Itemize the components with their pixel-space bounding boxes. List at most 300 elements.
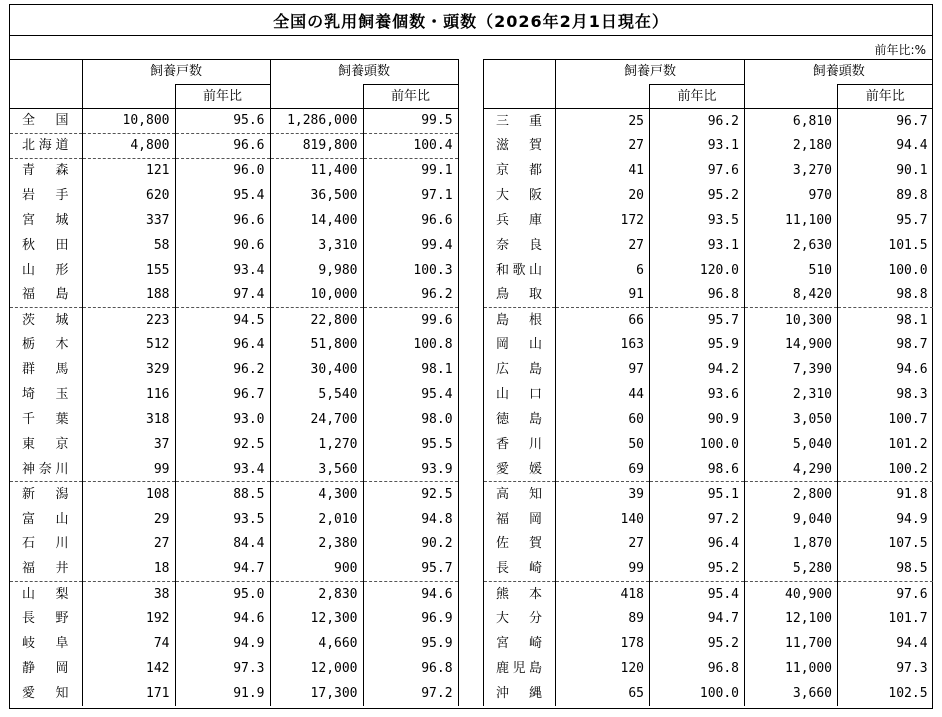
farms-value: 27 [556, 532, 650, 557]
table-row [10, 208, 458, 233]
farms-value: 192 [82, 606, 175, 631]
table-row [10, 507, 458, 532]
table-row [10, 133, 458, 158]
head-yoy-value: 100.7 [888, 412, 928, 428]
head-yoy-value: 94.6 [896, 362, 928, 378]
head-yoy-value: 101.7 [888, 611, 928, 627]
header-head-yoy: 前年比 [838, 84, 933, 108]
head-value: 12,300 [270, 606, 363, 631]
farms-value: 38 [82, 581, 175, 606]
farms-yoy-value: 97.4 [175, 283, 270, 308]
table-row [484, 407, 933, 432]
title-divider [10, 35, 932, 36]
table-row [484, 457, 933, 482]
table-row [10, 108, 458, 133]
farms-value: 418 [556, 581, 650, 606]
prefecture-name: 山梨 [10, 581, 82, 606]
prefecture-name: 埼玉 [10, 382, 82, 407]
prefecture-name: 愛知 [10, 681, 82, 706]
table-frame [9, 4, 933, 709]
head-yoy-value: 100.4 [363, 133, 458, 158]
prefecture-name: 岡山 [484, 332, 556, 357]
farms-yoy-value: 93.4 [175, 457, 270, 482]
farms-value: 91 [556, 283, 650, 308]
farms-yoy-value: 96.4 [175, 332, 270, 357]
farms-value: 142 [82, 656, 175, 681]
farms-value: 39 [556, 482, 650, 507]
farms-value: 329 [82, 357, 175, 382]
table-row [484, 208, 933, 233]
farms-yoy-value: 95.4 [650, 581, 745, 606]
prefecture-name: 福島 [10, 283, 82, 308]
farms-value: 99 [82, 457, 175, 482]
table-row [484, 332, 933, 357]
table-row [10, 606, 458, 631]
table-row [10, 357, 458, 382]
head-yoy-value: 95.7 [363, 556, 458, 581]
head-yoy-value: 90.2 [363, 532, 458, 557]
header-blank [484, 60, 556, 109]
farms-yoy-value: 95.2 [650, 631, 745, 656]
farms-yoy-value: 93.5 [650, 208, 745, 233]
head-yoy-value: 94.8 [363, 507, 458, 532]
table-row [484, 133, 933, 158]
table-row [10, 183, 458, 208]
farms-yoy-value: 94.9 [175, 631, 270, 656]
head-yoy-value: 96.2 [363, 283, 458, 308]
prefecture-name: 熊本 [484, 581, 556, 606]
right-table-body [484, 108, 933, 705]
farms-value: 18 [82, 556, 175, 581]
farms-yoy-value: 94.6 [175, 606, 270, 631]
farms-value: 120 [556, 656, 650, 681]
table-row [484, 183, 933, 208]
table-row [10, 482, 458, 507]
prefecture-name: 千葉 [10, 407, 82, 432]
prefecture-name: 大分 [484, 606, 556, 631]
farms-yoy-value: 96.6 [175, 133, 270, 158]
farms-yoy-value: 95.2 [650, 183, 745, 208]
farms-yoy-value: 95.4 [175, 183, 270, 208]
head-value: 17,300 [270, 681, 363, 706]
farms-value: 44 [556, 382, 650, 407]
head-yoy-value: 101.5 [888, 237, 928, 253]
table-row [484, 556, 933, 581]
table-row [484, 532, 933, 557]
table-row [10, 382, 458, 407]
head-value: 2,180 [745, 133, 838, 158]
head-value: 3,660 [745, 681, 838, 706]
header-row-1 [484, 60, 933, 85]
head-yoy-value: 100.2 [888, 461, 928, 477]
farms-value: 108 [82, 482, 175, 507]
prefecture-name: 栃木 [10, 332, 82, 357]
table-row [10, 158, 458, 183]
table-row [10, 681, 458, 706]
head-value: 3,050 [745, 407, 838, 432]
head-value: 4,660 [270, 631, 363, 656]
head-value: 51,800 [270, 332, 363, 357]
farms-yoy-value: 97.3 [175, 656, 270, 681]
head-yoy-value: 91.8 [838, 482, 933, 507]
table-row [484, 482, 933, 507]
head-yoy-value: 94.6 [363, 581, 458, 606]
farms-yoy-value: 90.9 [650, 407, 745, 432]
head-value: 970 [745, 183, 838, 208]
table-row [484, 507, 933, 532]
table-row [484, 631, 933, 656]
head-yoy-value: 94.4 [896, 636, 928, 652]
farms-yoy-value: 94.7 [175, 556, 270, 581]
head-value: 11,400 [270, 158, 363, 183]
farms-value: 4,800 [82, 133, 175, 158]
header-farms-yoy: 前年比 [175, 84, 270, 108]
header-farms-blank [82, 84, 175, 108]
head-yoy-value: 98.1 [838, 308, 933, 333]
table-row [10, 532, 458, 557]
head-yoy-value: 99.4 [363, 233, 458, 258]
right-data-table [483, 59, 933, 706]
farms-value: 178 [556, 631, 650, 656]
farms-value: 60 [556, 407, 650, 432]
farms-yoy-value: 94.5 [175, 308, 270, 333]
farms-value: 66 [556, 308, 650, 333]
farms-yoy-value: 93.4 [175, 258, 270, 283]
prefecture-name: 滋賀 [484, 133, 556, 158]
head-yoy-value: 97.1 [363, 183, 458, 208]
head-value: 22,800 [270, 308, 363, 333]
head-value: 40,900 [745, 581, 838, 606]
head-yoy-value: 98.3 [896, 387, 928, 403]
head-value: 11,700 [745, 631, 838, 656]
head-yoy-value: 100.8 [363, 332, 458, 357]
farms-value: 620 [82, 183, 175, 208]
prefecture-name: 青森 [10, 158, 82, 183]
prefecture-name: 佐賀 [484, 532, 556, 557]
header-farms: 飼養戸数 [82, 60, 270, 85]
prefecture-name: 全国 [10, 108, 82, 133]
table-row [10, 283, 458, 308]
farms-yoy-value: 96.8 [650, 656, 745, 681]
head-value: 5,540 [270, 382, 363, 407]
head-yoy-value: 95.7 [896, 212, 928, 228]
head-value: 900 [270, 556, 363, 581]
farms-value: 121 [82, 158, 175, 183]
table-row [10, 656, 458, 681]
head-value: 14,900 [745, 332, 838, 357]
farms-yoy-value: 94.7 [650, 606, 745, 631]
head-value: 6,810 [745, 108, 838, 133]
prefecture-name: 香川 [484, 432, 556, 457]
farms-value: 37 [82, 432, 175, 457]
header-head-blank [745, 84, 838, 108]
head-yoy-value: 99.5 [363, 108, 458, 133]
head-value: 8,420 [745, 283, 838, 308]
prefecture-name: 岩手 [10, 183, 82, 208]
head-value: 9,040 [745, 507, 838, 532]
farms-value: 512 [82, 332, 175, 357]
head-value: 819,800 [270, 133, 363, 158]
table-row [484, 681, 933, 706]
farms-value: 50 [556, 432, 650, 457]
farms-value: 99 [556, 556, 650, 581]
farms-value: 74 [82, 631, 175, 656]
farms-value: 65 [556, 681, 650, 706]
prefecture-name: 宮崎 [484, 631, 556, 656]
prefecture-name: 沖縄 [484, 681, 556, 706]
prefecture-name: 新潟 [10, 482, 82, 507]
head-value: 7,390 [745, 357, 838, 382]
head-yoy-value: 97.6 [838, 581, 933, 606]
farms-yoy-value: 93.0 [175, 407, 270, 432]
farms-value: 97 [556, 357, 650, 382]
head-yoy-value: 94.4 [896, 138, 928, 154]
prefecture-name: 東京 [10, 432, 82, 457]
prefecture-name: 茨城 [10, 308, 82, 333]
prefecture-name: 兵庫 [484, 208, 556, 233]
head-yoy-value: 96.8 [363, 656, 458, 681]
farms-value: 25 [556, 108, 650, 133]
prefecture-name: 岐阜 [10, 631, 82, 656]
left-data-table [10, 59, 459, 706]
unit-note: 前年比:% [874, 43, 926, 57]
farms-yoy-value: 93.1 [650, 133, 745, 158]
farms-value: 6 [556, 258, 650, 283]
head-yoy-value: 102.5 [888, 685, 928, 701]
head-yoy-value: 96.6 [363, 208, 458, 233]
head-value: 11,100 [745, 208, 838, 233]
head-value: 2,010 [270, 507, 363, 532]
header-head: 飼養頭数 [745, 60, 933, 85]
farms-value: 318 [82, 407, 175, 432]
farms-value: 116 [82, 382, 175, 407]
header-row-1 [10, 60, 458, 85]
table-row [10, 556, 458, 581]
farms-value: 155 [82, 258, 175, 283]
farms-value: 20 [556, 183, 650, 208]
farms-yoy-value: 96.2 [650, 108, 745, 133]
farms-yoy-value: 94.2 [650, 357, 745, 382]
head-yoy-value: 94.9 [896, 511, 928, 527]
head-value: 14,400 [270, 208, 363, 233]
table-row [484, 357, 933, 382]
farms-value: 163 [556, 332, 650, 357]
farms-yoy-value: 98.6 [650, 457, 745, 482]
head-value: 30,400 [270, 357, 363, 382]
prefecture-name: 山口 [484, 382, 556, 407]
header-blank [10, 60, 82, 109]
prefecture-name: 群馬 [10, 357, 82, 382]
prefecture-name: 長野 [10, 606, 82, 631]
head-value: 1,286,000 [270, 108, 363, 133]
farms-yoy-value: 95.6 [175, 108, 270, 133]
prefecture-name: 鹿児島 [484, 656, 556, 681]
prefecture-name: 福井 [10, 556, 82, 581]
header-head: 飼養頭数 [270, 60, 458, 85]
head-yoy-value: 97.3 [896, 660, 928, 676]
prefecture-name: 徳島 [484, 407, 556, 432]
prefecture-name: 愛媛 [484, 457, 556, 482]
head-yoy-value: 96.9 [363, 606, 458, 631]
table-row [10, 407, 458, 432]
head-value: 36,500 [270, 183, 363, 208]
prefecture-name: 福岡 [484, 507, 556, 532]
table-row [10, 308, 458, 333]
table-row [484, 656, 933, 681]
head-value: 2,630 [745, 233, 838, 258]
farms-yoy-value: 95.1 [650, 482, 745, 507]
prefecture-name: 静岡 [10, 656, 82, 681]
left-table-body [10, 108, 458, 705]
farms-yoy-value: 97.6 [650, 158, 745, 183]
farms-yoy-value: 96.8 [650, 283, 745, 308]
table-row [10, 581, 458, 606]
head-yoy-value: 100.3 [363, 258, 458, 283]
head-yoy-value: 99.1 [363, 158, 458, 183]
head-yoy-value: 98.5 [896, 561, 928, 577]
head-value: 3,310 [270, 233, 363, 258]
head-yoy-value: 92.5 [363, 482, 458, 507]
prefecture-name: 大阪 [484, 183, 556, 208]
farms-value: 172 [556, 208, 650, 233]
table-row [484, 606, 933, 631]
header-head-blank [270, 84, 363, 108]
farms-yoy-value: 93.1 [650, 233, 745, 258]
head-yoy-value: 98.8 [896, 287, 928, 303]
header-farms-yoy: 前年比 [650, 84, 745, 108]
head-value: 1,870 [745, 532, 838, 557]
farms-yoy-value: 96.7 [175, 382, 270, 407]
head-yoy-value: 89.8 [896, 188, 928, 203]
header-farms: 飼養戸数 [556, 60, 745, 85]
farms-value: 27 [82, 532, 175, 557]
page-title: 全国の乳用飼養個数・頭数（2026年2月1日現在） [273, 12, 669, 31]
farms-value: 41 [556, 158, 650, 183]
head-value: 9,980 [270, 258, 363, 283]
head-yoy-value: 107.5 [888, 536, 928, 552]
table-row [10, 631, 458, 656]
farms-yoy-value: 91.9 [175, 681, 270, 706]
table-row [484, 382, 933, 407]
farms-value: 337 [82, 208, 175, 233]
head-yoy-value: 98.1 [363, 357, 458, 382]
prefecture-name: 奈良 [484, 233, 556, 258]
farms-value: 171 [82, 681, 175, 706]
prefecture-name: 長崎 [484, 556, 556, 581]
farms-value: 27 [556, 233, 650, 258]
farms-yoy-value: 92.5 [175, 432, 270, 457]
table-row [10, 457, 458, 482]
prefecture-name: 秋田 [10, 233, 82, 258]
head-yoy-value: 95.4 [363, 382, 458, 407]
farms-yoy-value: 90.6 [175, 233, 270, 258]
table-row [484, 233, 933, 258]
farms-value: 29 [82, 507, 175, 532]
head-yoy-value: 95.9 [363, 631, 458, 656]
head-value: 510 [745, 258, 838, 283]
farms-yoy-value: 88.5 [175, 482, 270, 507]
head-value: 4,290 [745, 457, 838, 482]
table-row [484, 283, 933, 308]
head-value: 5,040 [745, 432, 838, 457]
head-value: 3,270 [745, 158, 838, 183]
head-value: 5,280 [745, 556, 838, 581]
prefecture-name: 島根 [484, 308, 556, 333]
head-value: 3,560 [270, 457, 363, 482]
farms-value: 27 [556, 133, 650, 158]
prefecture-name: 三重 [484, 108, 556, 133]
head-value: 2,380 [270, 532, 363, 557]
prefecture-name: 鳥取 [484, 283, 556, 308]
farms-value: 188 [82, 283, 175, 308]
head-yoy-value: 95.5 [363, 432, 458, 457]
header-farms-blank [556, 84, 650, 108]
prefecture-name: 和歌山 [484, 258, 556, 283]
head-value: 4,300 [270, 482, 363, 507]
farms-yoy-value: 100.0 [650, 681, 745, 706]
table-row [10, 332, 458, 357]
head-yoy-value: 90.1 [896, 163, 928, 179]
farms-yoy-value: 100.0 [650, 432, 745, 457]
head-value: 2,310 [745, 382, 838, 407]
farms-yoy-value: 96.0 [175, 158, 270, 183]
head-value: 10,000 [270, 283, 363, 308]
head-yoy-value: 100.0 [888, 262, 928, 278]
prefecture-name: 富山 [10, 507, 82, 532]
prefecture-name: 北海道 [10, 133, 82, 158]
table-row [484, 581, 933, 606]
farms-yoy-value: 95.2 [650, 556, 745, 581]
head-yoy-value: 98.7 [896, 337, 928, 353]
farms-value: 69 [556, 457, 650, 482]
head-yoy-value: 101.2 [888, 436, 928, 452]
farms-value: 223 [82, 308, 175, 333]
head-value: 12,000 [270, 656, 363, 681]
farms-value: 89 [556, 606, 650, 631]
farms-value: 58 [82, 233, 175, 258]
farms-value: 10,800 [82, 108, 175, 133]
head-yoy-value: 99.6 [363, 308, 458, 333]
prefecture-name: 山形 [10, 258, 82, 283]
farms-yoy-value: 120.0 [650, 258, 745, 283]
farms-yoy-value: 97.2 [650, 507, 745, 532]
table-row [484, 158, 933, 183]
table-row [484, 108, 933, 133]
farms-yoy-value: 95.0 [175, 581, 270, 606]
farms-yoy-value: 93.5 [175, 507, 270, 532]
prefecture-name: 神奈川 [10, 457, 82, 482]
farms-yoy-value: 96.6 [175, 208, 270, 233]
table-row [484, 258, 933, 283]
farms-yoy-value: 95.7 [650, 308, 745, 333]
head-value: 1,270 [270, 432, 363, 457]
farms-yoy-value: 93.6 [650, 382, 745, 407]
head-value: 2,800 [745, 482, 838, 507]
table-row [10, 233, 458, 258]
prefecture-name: 京都 [484, 158, 556, 183]
head-yoy-value: 97.2 [363, 681, 458, 706]
head-value: 10,300 [745, 308, 838, 333]
head-yoy-value: 98.0 [363, 407, 458, 432]
head-value: 11,000 [745, 656, 838, 681]
table-row [484, 432, 933, 457]
farms-yoy-value: 96.4 [650, 532, 745, 557]
farms-yoy-value: 84.4 [175, 532, 270, 557]
head-yoy-value: 93.9 [363, 457, 458, 482]
prefecture-name: 広島 [484, 357, 556, 382]
farms-yoy-value: 95.9 [650, 332, 745, 357]
table-row [10, 432, 458, 457]
